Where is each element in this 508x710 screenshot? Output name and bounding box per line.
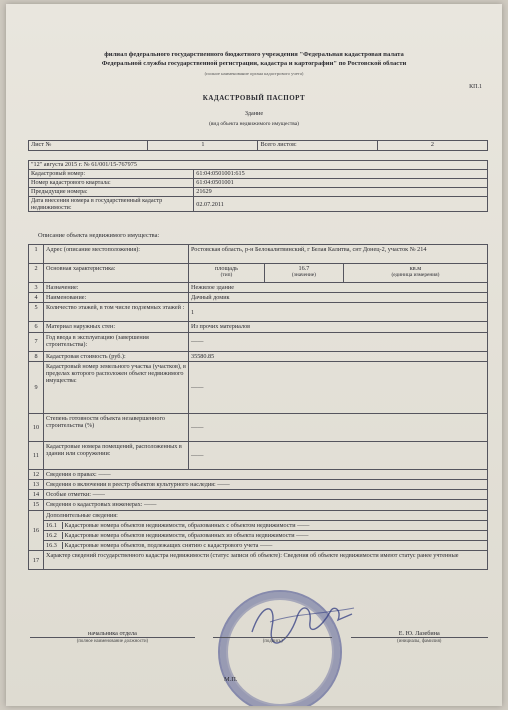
floors-value: 1 (189, 303, 488, 322)
header-org-line-1: филиал федерального государственного бюджетного учреждения "Федеральная кадастровая палата (104, 51, 404, 58)
commission-year-label: Год ввода в эксплуатацию (завершения строительства): (44, 332, 189, 351)
description-title: Описание объекта недвижимого имущества: (38, 232, 160, 239)
position-note: (полное наименование должности) (76, 639, 149, 645)
row-num: 1 (29, 245, 44, 264)
land-plot-label: Кадастровый номер земельного участка (участков), в пределах которого расположен объект недвижимого имущества: (44, 361, 189, 413)
signature-block (30, 630, 488, 645)
special-marks-empty (93, 491, 105, 498)
row-num: 4 (29, 293, 44, 303)
sub-row-num: 16.3 (46, 542, 63, 549)
cadastral-value-label: Кадастровая стоимость (руб.): (44, 351, 189, 361)
cadastral-number-value: 61:04:0501001:615 (194, 170, 488, 179)
official-name: Е. Ю. Лазебина (351, 630, 488, 638)
seal-place-label: М.П. (224, 676, 238, 683)
previous-numbers-value: 21629 (194, 188, 488, 197)
land-plot-empty (189, 361, 488, 413)
row-num: 8 (29, 351, 44, 361)
signature-line (213, 630, 332, 638)
address-label: Адрес (описание местоположения): (44, 245, 189, 264)
row-num: 16 (29, 510, 44, 551)
purpose-value: Нежилое здание (189, 283, 488, 293)
formed-with-empty (297, 522, 309, 529)
commission-year-empty (189, 332, 488, 351)
official-position: начальника отдела (30, 630, 195, 638)
cadastral-value-amount: 35580.85 (189, 351, 488, 361)
document-page (6, 4, 502, 706)
signature-note: (подпись) (262, 639, 283, 645)
cadastral-number-label: Кадастровый номер: (29, 170, 194, 179)
sheet-label: Лист № (29, 141, 148, 151)
sub-row-num: 16.1 (46, 522, 63, 529)
premises-label: Кадастровые номера помещений, расположенных в здании или сооружении: (44, 441, 189, 469)
row-num: 5 (29, 303, 44, 322)
registration-date-number: "12" августа 2015 г. № 61/001/15-767975 (29, 161, 488, 170)
cadastral-quarter-label: Номер кадастрового квартала: (29, 179, 194, 188)
wall-material-value: Из прочих материалов (189, 322, 488, 332)
row-num: 3 (29, 283, 44, 293)
readiness-label: Степень готовности объекта незавершенного строительства (%) (44, 413, 189, 441)
formed-with-label: Кадастровые номера объектов недвижимости, образованных с объектом недвижимости (64, 521, 296, 529)
header-org-note: (полное наименование органа кадастрового учета) (204, 71, 304, 76)
special-marks-label: Особые отметки: (46, 491, 92, 499)
registration-table (28, 160, 488, 212)
record-status-text: Характер сведений государственного кадастра недвижимости (статус записи об объекте): Сведения об объекте недвижимости имеют статус ранее учтенные (44, 551, 488, 570)
deregistration-label: Кадастровые номера объектов, подлежащих снятию с кадастрового учета (64, 542, 259, 550)
row-num: 11 (29, 441, 44, 469)
deregistration-empty (260, 542, 272, 549)
sub-row-num: 16.2 (46, 532, 63, 539)
name-label: Наименование: (44, 293, 189, 303)
formed-from-empty (296, 532, 308, 539)
previous-numbers-label: Предыдущие номера: (29, 188, 194, 197)
readiness-empty (189, 413, 488, 441)
row-num: 12 (29, 469, 44, 479)
cadastral-quarter-value: 61:04:0501001 (194, 179, 488, 188)
rights-label: Сведения о правах: (46, 470, 97, 478)
total-sheets-label: Всего листов: (258, 141, 377, 151)
row-num: 2 (29, 264, 44, 283)
characteristic-unit-note: (единица измерения) (391, 272, 440, 279)
row-num: 17 (29, 551, 44, 570)
characteristic-value-note: (значение) (291, 272, 316, 279)
characteristic-type: площадь (215, 265, 238, 272)
row-num: 9 (29, 361, 44, 413)
sheet-value: 1 (148, 141, 258, 151)
characteristic-type-note: (тип) (220, 272, 233, 279)
wall-material-label: Материал наружных стен: (44, 322, 189, 332)
entry-date-label: Дата внесения номера в государственный кадастр недвижимости: (29, 197, 194, 212)
address-value: Ростовская область, р-н Белокалитвинский, г Белая Калитва, снт Донец-2, участок № 214 (189, 245, 488, 264)
entry-date-value: 02.07.2011 (194, 197, 488, 212)
row-num: 10 (29, 413, 44, 441)
row-num: 14 (29, 490, 44, 500)
characteristic-value: 16.7 (298, 265, 310, 272)
name-note: (инициалы, фамилия) (397, 639, 442, 645)
engineers-label: Сведения о кадастровых инженерах: (46, 501, 143, 509)
row-num: 15 (29, 500, 44, 510)
heritage-empty (217, 481, 229, 488)
header-org-line-2: Федеральной службы государственной регистрации, кадастра и картографии" по Ростовской области (101, 60, 407, 67)
purpose-label: Назначение: (44, 283, 189, 293)
rights-empty (98, 471, 110, 478)
total-sheets-value: 2 (377, 141, 487, 151)
name-value: Дачный домик (189, 293, 488, 303)
document-title: КАДАСТРОВЫЙ ПАСПОРТ (202, 94, 306, 102)
form-code: КП.1 (469, 84, 482, 90)
row-num: 13 (29, 480, 44, 490)
row-num: 6 (29, 322, 44, 332)
characteristic-unit: кв.м (409, 265, 422, 272)
object-description-table (28, 244, 488, 570)
engineers-empty (144, 501, 156, 508)
object-type-note: (вид объекта недвижимого имущества) (209, 121, 299, 127)
additional-info-label: Дополнительные сведения: (44, 510, 488, 520)
heritage-label: Сведения о включении в реестр объектов культурного наследия: (46, 481, 216, 489)
main-characteristic-label: Основная характеристика: (44, 264, 189, 283)
premises-empty (189, 441, 488, 469)
sheet-info-table (28, 140, 488, 151)
formed-from-label: Кадастровые номера объектов недвижимости, образованных из объекта недвижимости (64, 532, 295, 540)
row-num: 7 (29, 332, 44, 351)
floors-label: Количество этажей, в том числе подземных этажей : (44, 303, 189, 322)
object-type: Здание (244, 110, 264, 117)
